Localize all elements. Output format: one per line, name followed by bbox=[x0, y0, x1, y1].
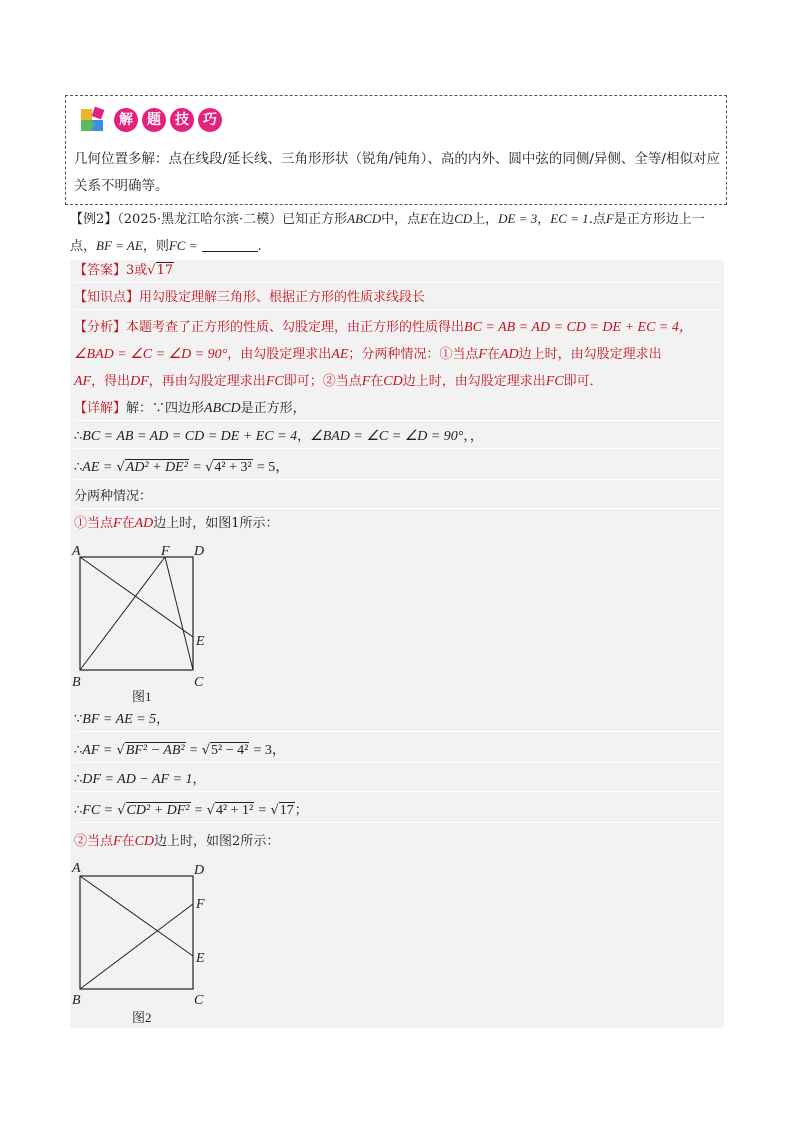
segment-bf bbox=[80, 904, 193, 989]
math: FC = bbox=[82, 803, 114, 818]
label-a: A bbox=[72, 544, 81, 559]
detail-line bbox=[74, 769, 720, 792]
detail-text: ； bbox=[294, 803, 308, 818]
detail-text: 解：∵四边形 bbox=[126, 401, 205, 416]
question-source: （2025·黑龙江哈尔滨·二模） bbox=[117, 212, 283, 227]
math: F bbox=[605, 211, 614, 226]
math: = bbox=[193, 460, 201, 475]
detail-text: ∴ bbox=[74, 743, 83, 758]
question-text: . bbox=[257, 239, 262, 254]
math: F bbox=[113, 834, 122, 849]
math: FC bbox=[545, 374, 564, 389]
math: BF = AE = 5 bbox=[82, 712, 157, 727]
figure-1-caption: 图1 bbox=[132, 689, 152, 704]
knowledge-text: 用勾股定理解三角形、根据正方形的性质求线段长 bbox=[139, 290, 426, 305]
case-text: 边上时，如图2所示： bbox=[154, 834, 280, 849]
math: ABCD bbox=[204, 401, 241, 416]
analysis-text: 在 bbox=[486, 347, 500, 362]
math: AE = bbox=[82, 460, 113, 475]
detail-line: ∴FC = √CD² + DF² = √4² + 1² = √17； bbox=[74, 800, 720, 823]
analysis-text: 即可． bbox=[563, 374, 603, 389]
detail-text: 是正方形， bbox=[240, 401, 306, 416]
math: AD bbox=[499, 347, 519, 362]
tips-text: 几何位置多解：点在线段/延长线、三角形形状（锐角/钝角）、高的内外、圆中弦的同侧/异侧、全等/相似对应关系不明确等。 bbox=[74, 151, 720, 194]
tips-title-char: 巧 bbox=[198, 108, 222, 132]
question-text: 已知正方形 bbox=[282, 212, 348, 227]
math: AD bbox=[134, 516, 154, 531]
tips-title-char: 技 bbox=[170, 108, 194, 132]
math: ∠BAD = ∠C = ∠D = 90° bbox=[74, 347, 228, 362]
knowledge-row bbox=[74, 287, 720, 310]
answer-sqrt: 17 bbox=[156, 263, 174, 278]
label-d: D bbox=[194, 863, 205, 878]
label-e: E bbox=[196, 951, 205, 966]
label-b: B bbox=[72, 993, 81, 1008]
segment-bf bbox=[80, 557, 165, 670]
answer-label: 【答案】 bbox=[74, 263, 127, 278]
analysis-text: 即可；②当点 bbox=[283, 374, 362, 389]
math: ∠BAD = ∠C = ∠D = 90° bbox=[310, 429, 464, 444]
question-text: 在边 bbox=[428, 212, 455, 227]
detail-label: 【详解】 bbox=[74, 401, 127, 416]
figure-2-caption: 图2 bbox=[132, 1010, 152, 1025]
math: F bbox=[478, 347, 487, 362]
math: F bbox=[361, 374, 371, 389]
case-text: ②当点 bbox=[74, 834, 114, 849]
math: BF = AE bbox=[96, 238, 143, 253]
label-c: C bbox=[194, 675, 204, 690]
math: AE bbox=[331, 347, 349, 362]
case-text: 在 bbox=[121, 834, 135, 849]
tips-title bbox=[114, 108, 222, 132]
question: 【例2】（2025·黑龙江哈尔滨·二模）已知正方形ABCD中，点E在边CD上，DE = 3，EC = 1.点F是正方形边上一点，BF = AE，则FC = . bbox=[70, 211, 705, 254]
math: = bbox=[189, 743, 198, 758]
math: ABCD bbox=[347, 211, 382, 226]
math: = bbox=[258, 803, 267, 818]
label-f: F bbox=[196, 897, 205, 912]
knowledge-label: 【知识点】 bbox=[74, 290, 140, 305]
case2-heading bbox=[74, 831, 720, 853]
figure-2 bbox=[70, 856, 220, 1026]
analysis-text: ；分两种情况：①当点 bbox=[348, 347, 479, 362]
math: AF = bbox=[82, 743, 113, 758]
math: 5² − 4² bbox=[211, 743, 249, 758]
detail-text: 分两种情况： bbox=[74, 489, 153, 504]
math: CD bbox=[383, 374, 403, 389]
case-text: 边上时，如图1所示： bbox=[153, 516, 279, 531]
answer-blank bbox=[202, 237, 258, 252]
detail-text: ∵ bbox=[74, 712, 83, 727]
square-abcd bbox=[80, 876, 193, 989]
math: 4² + 3² bbox=[214, 460, 252, 475]
detail-text: ∴ bbox=[74, 460, 83, 475]
case1-heading bbox=[74, 513, 720, 535]
question-text: 上， bbox=[472, 212, 499, 227]
square-abcd bbox=[80, 557, 193, 670]
math: DE = 3 bbox=[498, 211, 538, 226]
math: = 5， bbox=[256, 460, 290, 475]
tips-title-char: 解 bbox=[114, 108, 138, 132]
math: BF² − AB² bbox=[125, 743, 185, 758]
solving-tips-box bbox=[65, 95, 727, 205]
detail-line bbox=[74, 709, 720, 732]
math: CD² + DF² bbox=[126, 803, 190, 818]
math: BC = AB = AD = CD = DE + EC = 4 bbox=[82, 429, 298, 444]
math: BC = AB = AD = CD = DE + EC = 4， bbox=[464, 320, 693, 335]
question-text: 是正方形边上一点， bbox=[70, 212, 705, 254]
answer-row: 【答案】3或√17 bbox=[74, 260, 720, 283]
tips-title-char: 题 bbox=[142, 108, 166, 132]
math: = bbox=[194, 803, 203, 818]
math: FC = bbox=[168, 238, 198, 253]
detail-line: ∴AE = √AD² + DE² = √4² + 3² = 5， bbox=[74, 457, 720, 480]
segment-fc bbox=[165, 557, 193, 670]
detail-intro bbox=[74, 398, 720, 421]
math: E bbox=[420, 211, 429, 226]
label-b: B bbox=[72, 675, 81, 690]
math: DF = AD − AF = 1 bbox=[82, 772, 193, 787]
segment-ae bbox=[80, 876, 193, 956]
segment-ae bbox=[80, 557, 193, 637]
label-d: D bbox=[194, 544, 205, 559]
detail-text: ， bbox=[297, 429, 311, 444]
analysis-block bbox=[74, 314, 720, 395]
math: EC = 1 bbox=[550, 211, 589, 226]
question-label: 【例2】 bbox=[70, 212, 118, 227]
math: 17 bbox=[279, 803, 294, 818]
detail-line bbox=[74, 486, 720, 509]
detail-text: ∴ bbox=[74, 803, 83, 818]
math: = 3， bbox=[253, 743, 286, 758]
detail-text: ∴ bbox=[74, 772, 83, 787]
analysis-text: 边上时，由勾股定理求出 bbox=[518, 347, 662, 362]
analysis-text: 本题考查了正方形的性质、勾股定理，由正方形的性质得出 bbox=[126, 320, 465, 335]
math: F bbox=[113, 516, 122, 531]
puzzle-icon bbox=[80, 106, 106, 132]
question-text: 中，点 bbox=[381, 212, 421, 227]
analysis-text: ，由勾股定理求出 bbox=[227, 347, 332, 362]
analysis-text: 在 bbox=[370, 374, 384, 389]
detail-line: ∴AF = √BF² − AB² = √5² − 4² = 3， bbox=[74, 740, 720, 763]
detail-text: ， bbox=[156, 712, 170, 727]
math: CD bbox=[134, 834, 155, 849]
analysis-text: 边上时，由勾股定理求出 bbox=[402, 374, 546, 389]
figure-1 bbox=[70, 540, 220, 705]
label-e: E bbox=[196, 634, 205, 649]
case-text: 在 bbox=[121, 516, 135, 531]
math: FC bbox=[265, 374, 284, 389]
analysis-text: ，得出 bbox=[91, 374, 131, 389]
detail-text: ， bbox=[192, 772, 206, 787]
case-text: ①当点 bbox=[74, 516, 114, 531]
detail-line bbox=[74, 426, 720, 449]
math: 4² + 1² bbox=[215, 803, 254, 818]
math: AF bbox=[74, 374, 92, 389]
question-text: ，则 bbox=[142, 239, 169, 254]
math: DF bbox=[130, 374, 149, 389]
label-c: C bbox=[194, 993, 204, 1008]
analysis-text: ，再由勾股定理求出 bbox=[148, 374, 266, 389]
answer-panel bbox=[70, 260, 724, 1028]
detail-text: ，， bbox=[463, 429, 483, 444]
math: CD bbox=[454, 211, 473, 226]
label-f: F bbox=[161, 544, 170, 559]
question-text: .点 bbox=[588, 212, 606, 227]
answer-value: 3或 bbox=[126, 263, 148, 278]
label-a: A bbox=[72, 861, 81, 876]
math: AD² + DE² bbox=[125, 460, 188, 475]
analysis-label: 【分析】 bbox=[74, 320, 127, 335]
detail-text: ∴ bbox=[74, 429, 83, 444]
